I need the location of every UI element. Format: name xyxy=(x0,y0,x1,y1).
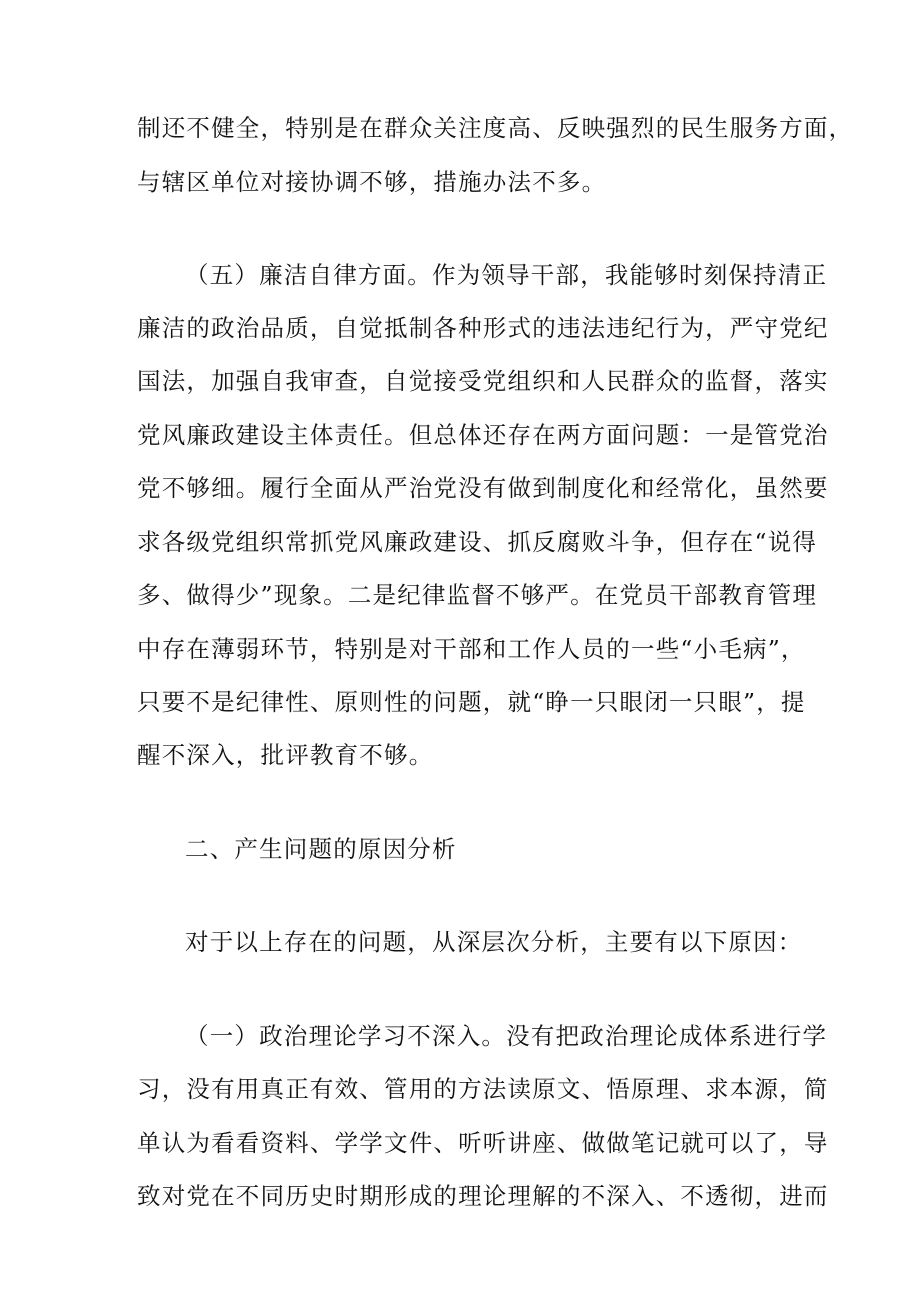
paragraph-line: 中存在薄弱环节，特别是对干部和工作人员的一些“小毛病”， xyxy=(137,635,806,663)
paragraph-line: 致对党在不同历史时期形成的理论理解的不深入、不透彻，进而 xyxy=(137,1182,829,1210)
paragraph-line: 只要不是纪律性、原则性的问题，就“睁一只眼闭一只眼”，提 xyxy=(137,688,806,716)
paragraph-line: 制还不健全，特别是在群众关注度高、反映强烈的民生服务方面， xyxy=(137,114,854,142)
paragraph-line: 醒不深入，批评教育不够。 xyxy=(137,741,434,769)
section-heading: 二、产生问题的原因分析 xyxy=(185,835,457,863)
paragraph-line: 党风廉政建设主体责任。但总体还存在两方面问题：一是管党治 xyxy=(137,421,829,449)
paragraph-line: 国法，加强自我审查，自觉接受党组织和人民群众的监督，落实 xyxy=(137,367,829,395)
paragraph-line: （五）廉洁自律方面。作为领导干部，我能够时刻保持清正 xyxy=(185,261,828,289)
paragraph-line: 党不够细。履行全面从严治党没有做到制度化和经常化，虽然要 xyxy=(137,474,829,502)
paragraph-line: 多、做得少”现象。二是纪律监督不够严。在党员干部教育管理 xyxy=(137,581,818,609)
paragraph-line: 习，没有用真正有效、管用的方法读原文、悟原理、求本源，简 xyxy=(137,1075,829,1103)
paragraph-line: 对于以上存在的问题，从深层次分析，主要有以下原因： xyxy=(185,928,803,956)
paragraph-line: （一）政治理论学习不深入。没有把政治理论成体系进行学 xyxy=(185,1022,828,1050)
paragraph-line: 求各级党组织常抓党风廉政建设、抓反腐败斗争，但存在“说得 xyxy=(137,528,818,556)
paragraph-line: 单认为看看资料、学学文件、听听讲座、做做笔记就可以了，导 xyxy=(137,1129,829,1157)
paragraph-line: 与辖区单位对接协调不够，措施办法不多。 xyxy=(137,168,607,196)
paragraph-line: 廉洁的政治品质，自觉抵制各种形式的违法违纪行为，严守党纪 xyxy=(137,314,829,342)
